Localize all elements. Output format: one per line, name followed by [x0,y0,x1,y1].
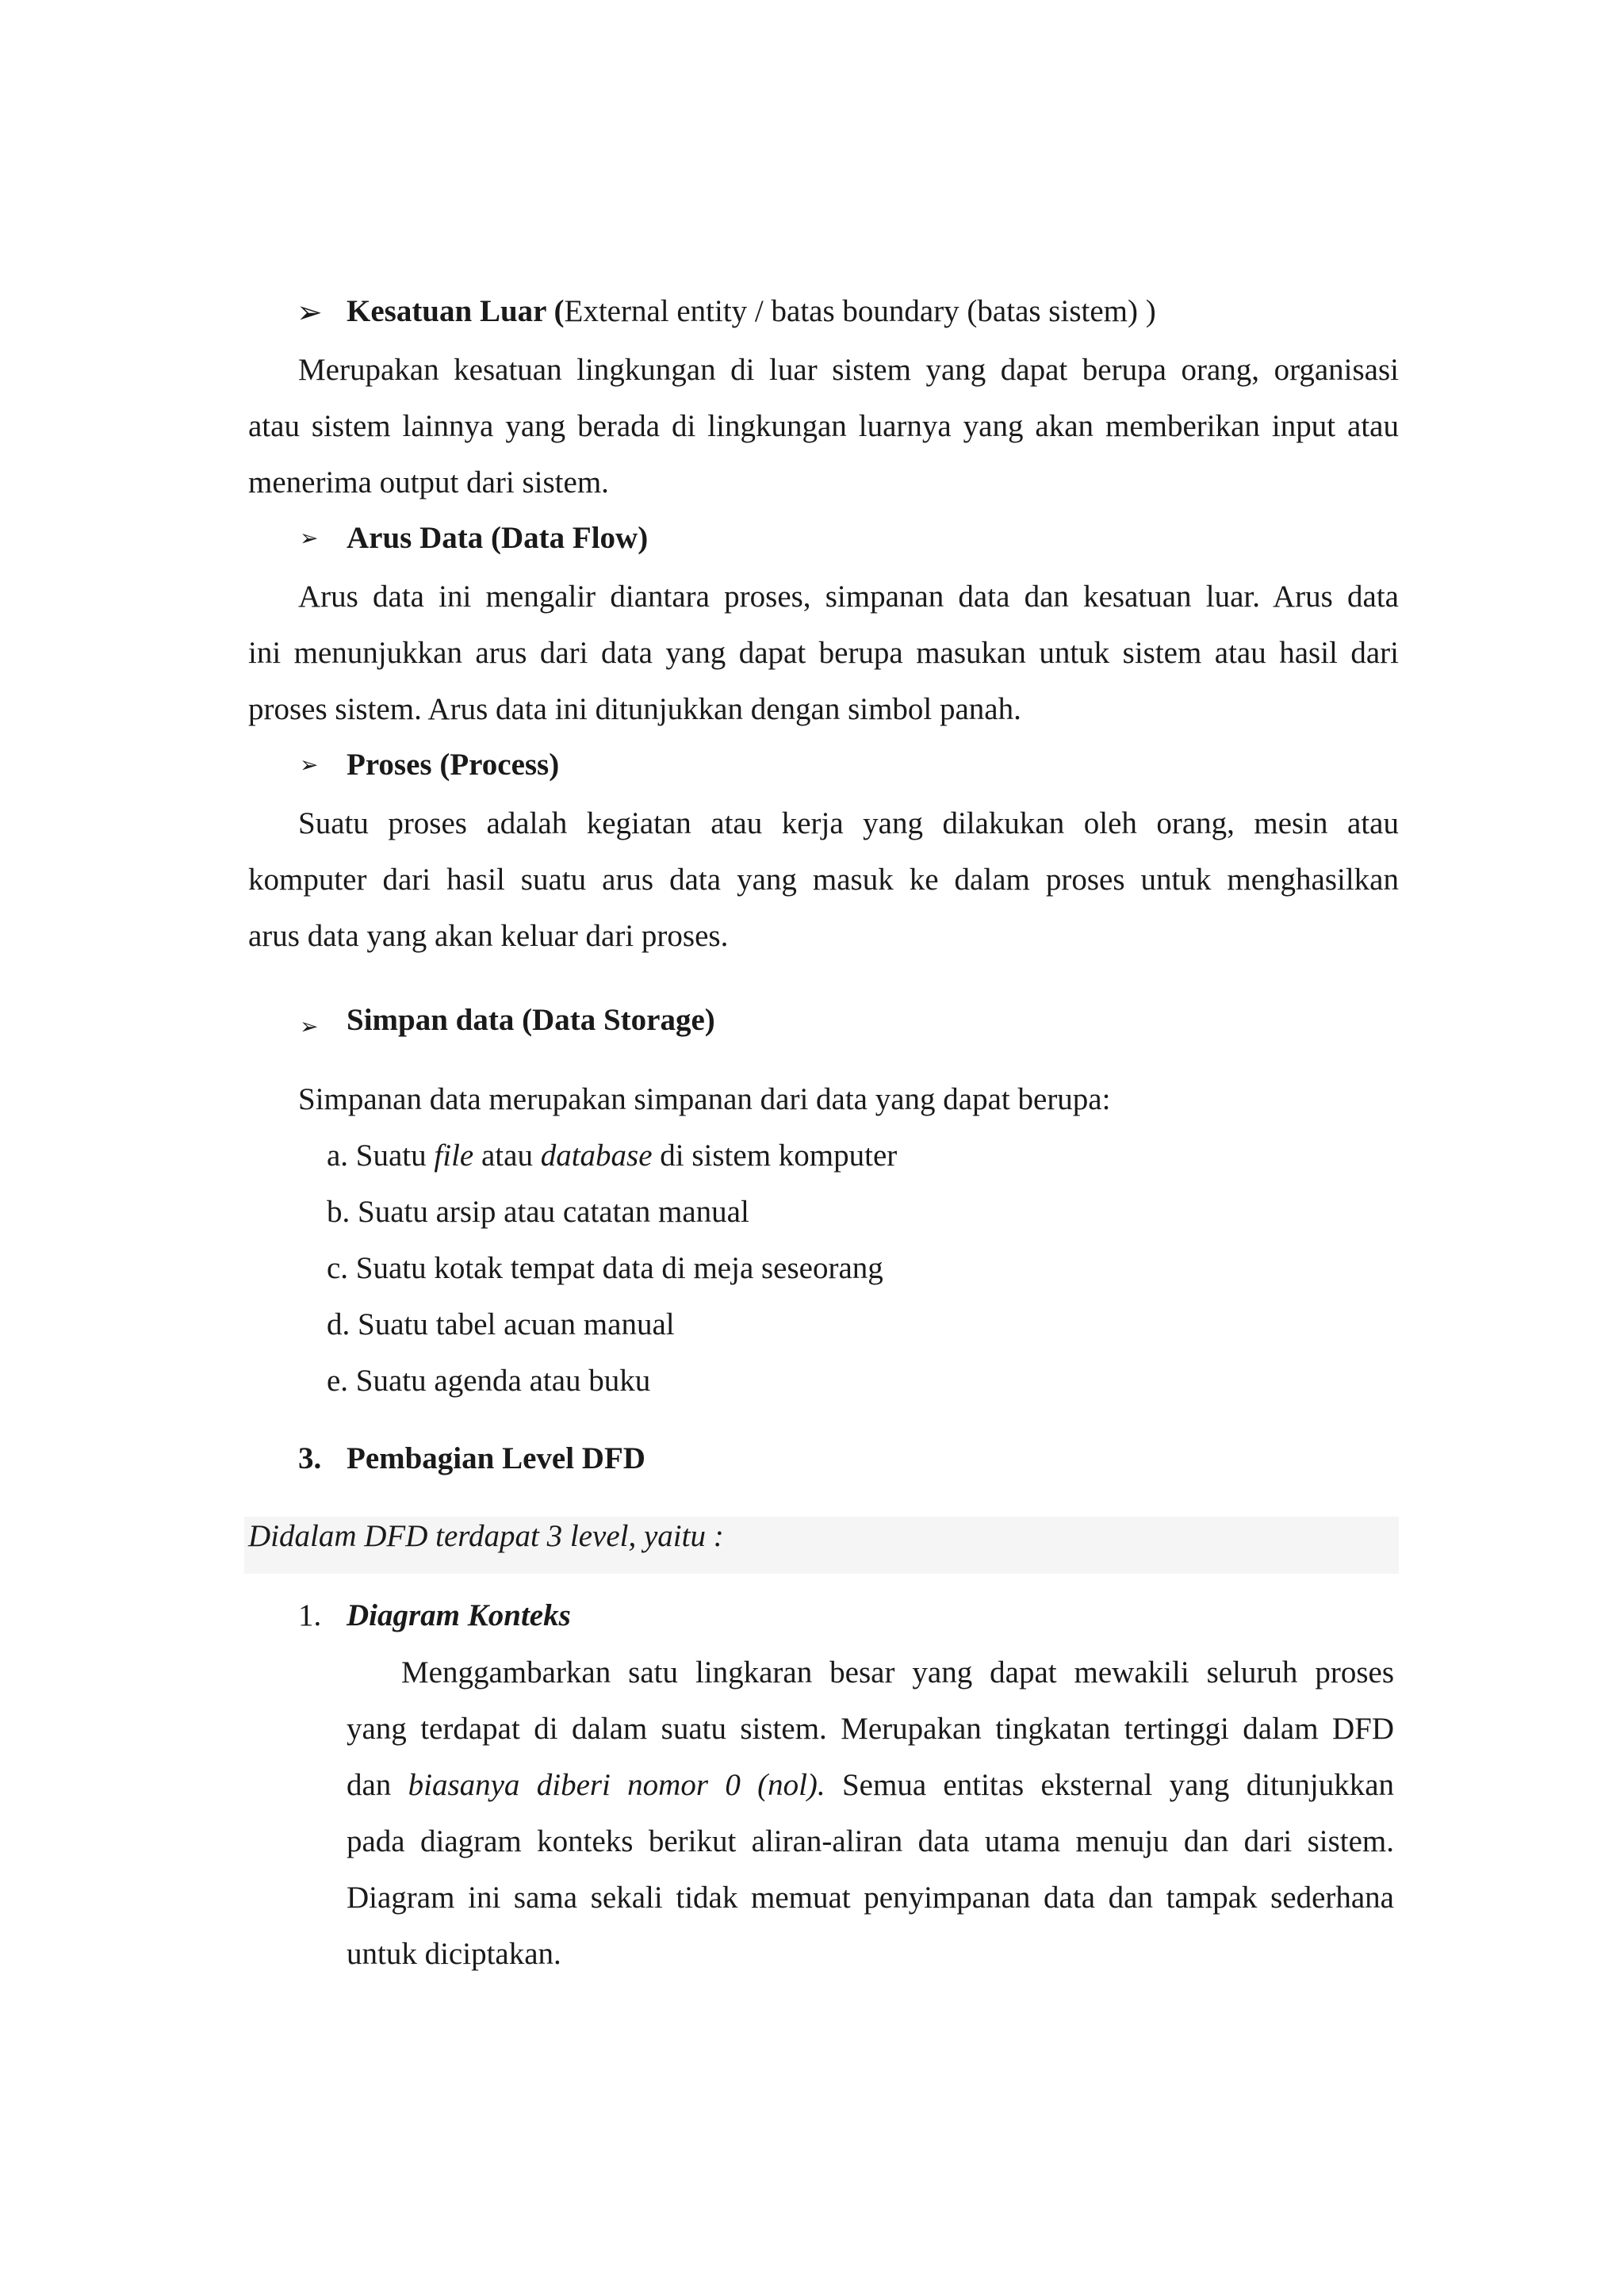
bullet-arrow-icon: ➢ [300,1013,319,1039]
arus-data-line-2: ini menunjukkan arus dari data yang dapat berupa masukan untuk sistem atau hasil dari [248,636,1399,670]
list-item: a. Suatu file atau database di sistem komputer [327,1138,898,1173]
bullet-arrow-icon: ➢ [297,295,323,331]
list-item: e. Suatu agenda atau buku [327,1364,651,1398]
pembagian-intro: Didalam DFD terdapat 3 level, yaitu : [248,1519,724,1553]
heading-number: 3. [298,1441,322,1475]
kesatuan-luar-line-2: atau sistem lainnya yang berada di lingkungan luarnya yang akan memberikan input atau [248,409,1399,443]
bullet-arrow-icon: ➢ [300,752,319,778]
heading-pembagian-level: Pembagian Level DFD [347,1441,645,1475]
heading-kesatuan-luar-subtitle: External entity / batas boundary (batas sistem) ) [564,294,1156,328]
diagram-konteks-line-2: yang terdapat di dalam suatu sistem. Merupakan tingkatan tertinggi dalam DFD [347,1712,1394,1746]
heading-proses: Proses (Process) [347,748,560,782]
list-item: c. Suatu kotak tempat data di meja seseorang [327,1251,883,1285]
proses-line-2: komputer dari hasil suatu arus data yang masuk ke dalam proses untuk menghasilkan [248,863,1399,897]
list-number: 1. [298,1598,322,1632]
proses-line-1: Suatu proses adalah kegiatan atau kerja yang dilakukan oleh orang, mesin atau [298,806,1399,840]
diagram-konteks-line-1: Menggambarkan satu lingkaran besar yang dapat mewakili seluruh proses [401,1655,1394,1689]
diagram-konteks-line-4: pada diagram konteks berikut aliran-aliran data utama menuju dan dari sistem. [347,1824,1394,1858]
diagram-konteks-line-3: dan biasanya diberi nomor 0 (nol). Semua entitas eksternal yang ditunjukkan [347,1768,1395,1802]
kesatuan-luar-line-1: Merupakan kesatuan lingkungan di luar sistem yang dapat berupa orang, organisasi [298,353,1399,387]
simpan-data-intro: Simpanan data merupakan simpanan dari data yang dapat berupa: [298,1082,1111,1116]
heading-diagram-konteks: Diagram Konteks [347,1598,571,1632]
heading-simpan-data: Simpan data (Data Storage) [347,1003,715,1037]
heading-kesatuan-luar-title: Kesatuan Luar ( [347,294,565,328]
arus-data-line-1: Arus data ini mengalir diantara proses, simpanan data dan kesatuan luar. Arus data [298,580,1399,614]
bullet-arrow-icon: ➢ [300,525,319,551]
diagram-konteks-line-5: Diagram ini sama sekali tidak memuat penyimpanan data dan tampak sederhana [347,1881,1394,1915]
list-item: b. Suatu arsip atau catatan manual [327,1195,749,1229]
diagram-konteks-line-6: untuk diciptakan. [347,1937,561,1971]
kesatuan-luar-line-3: menerima output dari sistem. [248,465,609,499]
proses-line-3: arus data yang akan keluar dari proses. [248,919,729,953]
arus-data-line-3: proses sistem. Arus data ini ditunjukkan dengan simbol panah. [248,692,1021,726]
heading-arus-data: Arus Data (Data Flow) [347,521,649,555]
list-item: d. Suatu tabel acuan manual [327,1307,675,1341]
heading-kesatuan-luar [347,293,1156,329]
